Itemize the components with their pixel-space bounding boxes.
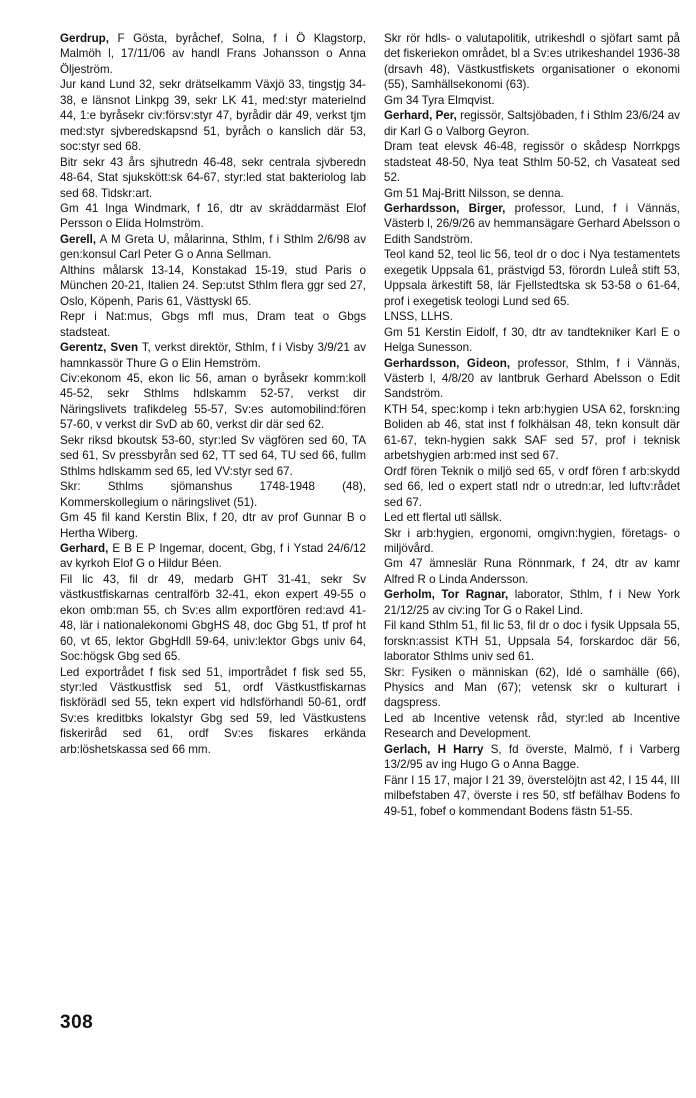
entry-text: Repr i Nat:mus, Gbgs mfl mus, Dram teat o Gbgs stadsteat. xyxy=(60,310,366,339)
entry-text: Skr rör hdls- o valutapolitik, utrikeshdl o sjöfart samt på det fiskeriekon området, bl a Sv:es utrikeshandel 1936-38 (drsavh 48), Västkustfiskets organisationer o ekonomi (55), Samhällsekonomi (63). xyxy=(384,32,680,92)
entry-text: Bitr sekr 43 års sjhutredn 46-48, sekr centrala sjvberedn 48-64, Stat sjukskött:sk 64-67, styr:led stat bakteriolog lab sed 68. Tidskr:art. xyxy=(60,155,366,200)
entry-paragraph xyxy=(384,618,680,664)
entry xyxy=(384,31,680,108)
entry-first-paragraph xyxy=(60,340,366,371)
entry-text: Gm 41 Inga Windmark, f 16, dtr av skräddarmäst Elof Persson o Elida Holmström. xyxy=(60,201,366,231)
entry-paragraph xyxy=(384,510,680,525)
entry xyxy=(60,31,366,232)
entry-paragraph xyxy=(384,139,680,185)
entry-paragraph xyxy=(384,773,680,819)
entry-paragraph xyxy=(384,665,680,711)
entry-text: Teol kand 52, teol lic 56, teol dr o doc i Nya testamentets exegetik Uppsala 61, prästvigd 53, förordn Luleå stift 53, Uppsala ärkestift 58, lär Fjellstedtska sk 53-58 o 61-64, prof i exegetisk teologi Lund sed 65. xyxy=(384,248,680,308)
entry xyxy=(60,541,366,757)
right-column xyxy=(384,31,680,819)
entry-text: Skr: Sthlms sjömanshus 1748-1948 (48), Kommerskollegium o näringslivet (51). xyxy=(60,480,366,509)
entry-text: Led ab Incentive vetensk råd, styr:led ab Incentive Research and Development. xyxy=(384,711,680,741)
entry-text: Fil kand Sthlm 51, fil lic 53, fil dr o doc i fysik Uppsala 55, forskn:assist KTH 51, Uppsala 54, forskardoc där 56, laborator Sthlms univ sed 61. xyxy=(384,619,680,664)
entry-paragraph xyxy=(384,556,680,587)
entry-text: F Gösta, byråchef, Solna, f i Ö Klagstorp, Malmöh l, 17/11/06 av handl Frans Johansson o Anna Öljeström. xyxy=(60,32,366,76)
page-number: 308 xyxy=(60,1012,94,1033)
entry-text: T, verkst direktör, Sthlm, f i Visby 3/9/21 av hamnkassör Thure G o Elin Hemström. xyxy=(60,341,366,370)
entry-headword: Gerentz, Sven xyxy=(60,341,139,355)
entry xyxy=(384,201,680,356)
entry-paragraph xyxy=(384,526,680,557)
entry-paragraph xyxy=(384,325,680,356)
entry-paragraph xyxy=(60,77,366,154)
entry xyxy=(384,108,680,201)
entry-first-paragraph xyxy=(60,232,366,263)
entry-first-paragraph xyxy=(384,356,680,402)
entry-paragraph xyxy=(60,371,366,433)
entry-text: Dram teat elevsk 46-48, regissör o skådesp Norrkpgs stadsteat 48-50, Nya teat Sthlm 50-52, ch Vasateat sed 52. xyxy=(384,140,680,185)
entry-text: professor, Sthlm, f i Vännäs, Västerb l, 4/8/20 av lantbruk Gerhard Abelsson o Edit Sandström. xyxy=(384,356,680,401)
entry-first-paragraph xyxy=(60,31,366,77)
entry-first-paragraph xyxy=(384,31,680,93)
entry-text: Civ:ekonom 45, ekon lic 56, aman o byråsekr komm:koll 45-52, sekr Sthlms hdlskamm 52-57, verkst dir Näringslivets trafikdeleg 55-57, Sv:es automobilind:fören 57-60, v verkst dir SvD ab 60, verkst dir där sed 62. xyxy=(60,371,366,432)
entry-first-paragraph xyxy=(384,201,680,247)
entry-text: laborator, Sthlm, f i New York 21/12/25 av civ:ing Tor G o Rakel Lind. xyxy=(384,588,680,617)
entry-headword: Gerhard, xyxy=(60,541,109,555)
entry-first-paragraph xyxy=(384,108,680,139)
entry-paragraph xyxy=(60,433,366,479)
entry-text: Jur kand Lund 32, sekr drätselkamm Växjö 33, tingstjg 34-38, e länsnot Linkpg 39, sekr LK 41, med:styr materielnd 44, 1:e byråsekr civ:försv:styr 47, byrådir där 49, verkst tjm med:styr sjvberedskapsnd 51, byråch o kanslich där 53, soc:styr sed 68. xyxy=(60,78,366,154)
entry-text: Gm 51 Maj-Britt Nilsson, se denna. xyxy=(384,186,564,200)
entry-text: Fil lic 43, fil dr 49, medarb GHT 31-41, sekr Sv västkustfiskarnas centralförb 32-41, ekon expert 49-55 o ekon omb:man 55, ch Sv:es allm exportfören red:avd 41-48, lär i nationalekonomi GbgHS 48, doc Gbg 51, tf prof ht 60, vt 65, lektor GbgHdll 59-64, univ:lektor Gbgs univ 64, Soc:högsk Gbg sed 65. xyxy=(60,572,366,664)
entry-paragraph xyxy=(384,402,680,464)
entry-paragraph xyxy=(60,155,366,201)
entry-first-paragraph xyxy=(384,587,680,618)
entry-text: Ordf fören Teknik o miljö sed 65, v ordf fören f arb:skydd sed 66, led o expert statl ndr o utredn:ar, led luftv:rådet sed 67. xyxy=(384,464,680,509)
entry-text: Led ett flertal utl sällsk. xyxy=(384,511,502,525)
entry-first-paragraph xyxy=(60,541,366,572)
entry xyxy=(384,742,680,819)
entry-text: Skr i arb:hygien, ergonomi, omgivn:hygien, företags- o miljövård. xyxy=(384,526,680,555)
entry-headword: Gerell, xyxy=(60,232,97,246)
entry-text: KTH 54, spec:komp i tekn arb:hygien USA 62, forskn:ing Boliden ab 46, stat inst f folkhälsan 48, tekn konsult där 61-67, tekn-hygien sakk SAF sed 57, prof i teknisk arbetshygien arb:med inst sed 67. xyxy=(384,402,680,463)
entry-text: Fänr I 15 17, major I 21 39, överstelöjtn ast 42, I 15 44, III milbefstaben 47, överste i res 50, stf befälhav Bodens fo 49-51, fobef o kommendant Bodens fästn 51-55. xyxy=(384,773,680,818)
entry-headword: Gerhardsson, Birger, xyxy=(384,201,506,215)
left-column xyxy=(60,31,366,757)
entry xyxy=(384,587,680,742)
entry-paragraph xyxy=(384,93,680,108)
entry-text: Gm 34 Tyra Elmqvist. xyxy=(384,93,495,107)
entry-paragraph xyxy=(384,711,680,742)
entry-text: professor, Lund, f i Vännäs, Västerb l, 26/9/26 av hemmansägare Gerhard Abelsson o Edith Sandström. xyxy=(384,201,680,246)
entry-headword: Gerhard, Per, xyxy=(384,109,457,123)
entry-paragraph xyxy=(60,479,366,510)
entry-paragraph xyxy=(384,247,680,309)
entry-text: Led exportrådet f fisk sed 51, importrådet f fisk sed 55, styr:led Västkustfisk sed 51, ordf Västkustfiskarnas fiskförädl sed 55, tekn expert vid hdlsförhandl 50-61, ordf Sv:es kreditbks lokalstyr Gbg sed 59, led Västkustens fiskeriråd sed 61, ordf Sv:es fiskares erkända arb:löshetskassa sed 66 mm. xyxy=(60,665,366,756)
entry-text: A M Greta U, målarinna, Sthlm, f i Sthlm 2/6/98 av gen:konsul Carl Peter G o Anna Sellman. xyxy=(60,232,366,262)
entry-headword: Gerlach, H Harry xyxy=(384,742,484,756)
entry xyxy=(384,356,680,588)
entry-paragraph xyxy=(384,186,680,201)
entry xyxy=(60,232,366,340)
entry-text: LNSS, LLHS. xyxy=(384,310,453,324)
entry-paragraph xyxy=(384,464,680,510)
entry-paragraph xyxy=(60,510,366,541)
entry-paragraph xyxy=(60,665,366,758)
entry-first-paragraph xyxy=(384,742,680,773)
entry-text: S, fd överste, Malmö, f i Varberg 13/2/95 av ing Hugo G o Anna Bagge. xyxy=(384,742,680,772)
entry-text: Gm 51 Kerstin Eidolf, f 30, dtr av tandtekniker Karl E o Helga Sunesson. xyxy=(384,325,680,355)
entry-text: Sekr riksd bkoutsk 53-60, styr:led Sv vägfören sed 60, TA sed 61, Sv pressbyrån sed 62, TT sed 64, TU sed 66, fullm Sthlms hdlskamm sed 65, led VV:styr sed 67. xyxy=(60,433,366,478)
entry-text: regissör, Saltsjöbaden, f i Sthlm 23/6/24 av dir Karl G o Valborg Geyron. xyxy=(384,109,680,138)
entry-text: Althins målarsk 13-14, Konstakad 15-19, stud Paris o München 20-21, Italien 24. Sep:utst Sthlm flera ggr sed 27, Oslo, Köpenh, Paris 61, Västtyskl 65. xyxy=(60,263,366,308)
entry-text: Gm 45 fil kand Kerstin Blix, f 20, dtr av prof Gunnar B o Hertha Wiberg. xyxy=(60,511,366,540)
entry-text: Skr: Fysiken o människan (62), Idé o samhälle (66), Physics and Man (67); vetensk skr o kulturart i dagspress. xyxy=(384,665,680,710)
entry-text: E B E P Ingemar, docent, Gbg, f i Ystad 24/6/12 av kyrkoh Elof G o Hildur Béen. xyxy=(60,541,366,571)
entry-headword: Gerdrup, xyxy=(60,32,109,45)
entry-paragraph xyxy=(60,572,366,665)
entry-paragraph xyxy=(384,309,680,324)
entry-paragraph xyxy=(60,309,366,340)
entry xyxy=(60,340,366,541)
entry-text: Gm 47 ämneslär Runa Rönnmark, f 24, dtr av kamr Alfred R o Linda Andersson. xyxy=(384,557,680,586)
entry-paragraph xyxy=(60,201,366,232)
entry-headword: Gerholm, Tor Ragnar, xyxy=(384,588,509,602)
entry-paragraph xyxy=(60,263,366,309)
entry-headword: Gerhardsson, Gideon, xyxy=(384,356,511,370)
